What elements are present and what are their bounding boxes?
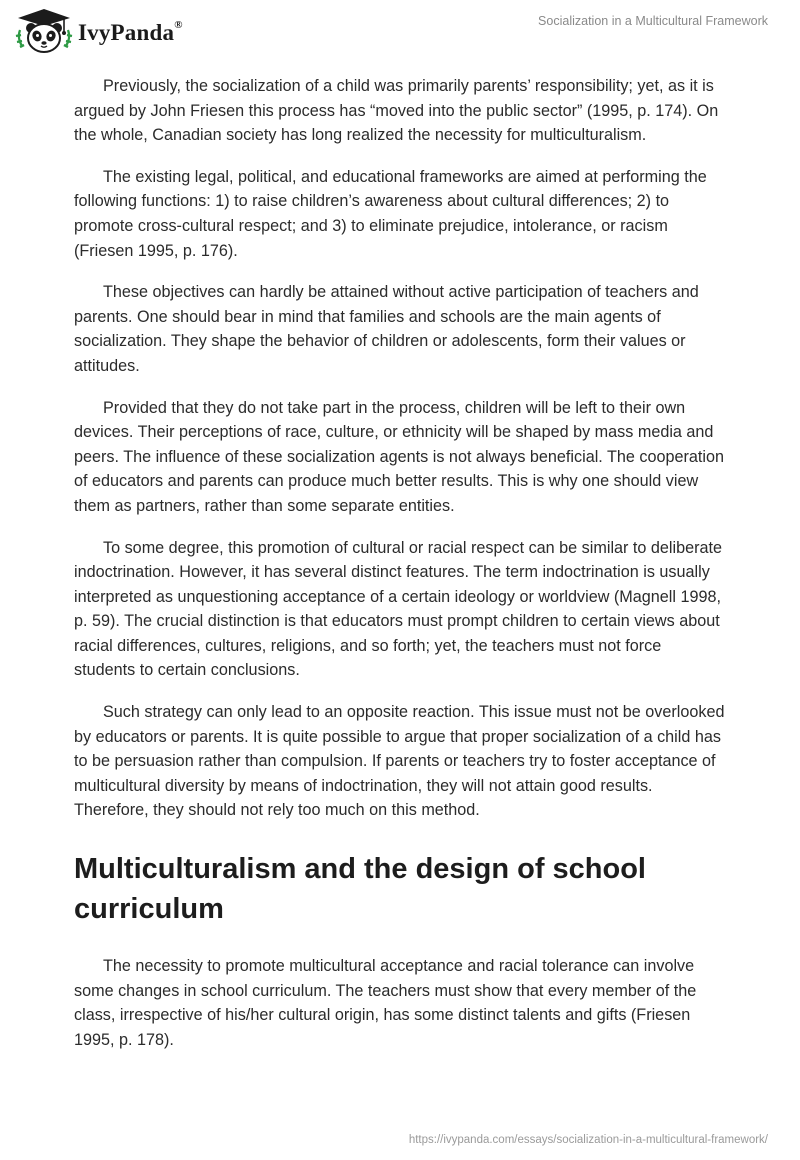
paragraph: The existing legal, political, and educational frameworks are aimed at performing the following functions: 1) to raise children’s awareness about cultural differences; 2) to promote cross-cultural respect; and 3) to eliminate prejudice, intolerance, or racism (Friesen 1995, p. 176). <box>74 167 707 260</box>
ivypanda-logo[interactable] <box>14 8 194 56</box>
source-url[interactable]: https://ivypanda.com/essays/socialization-in-a-multicultural-framework/ <box>408 1134 768 1146</box>
paragraph: To some degree, this promotion of cultural or racial respect can be similar to deliberate indoctrination. However, it has several distinct features. The term indoctrination is usually interpreted as unquestioning acceptance of a certain ideology or worldview (Magnell 1998, p. 59). The crucial distinction is that educators must prompt children to certain views about racial differences, cultures, religions, and so forth; yet, the teachers must not force students to certain conclusions. <box>74 538 723 680</box>
paragraph: Such strategy can only lead to an opposite reaction. This issue must not be overlooked by educators or parents. It is quite possible to argue that proper socialization of a child has to be persuasion rather than compulsion. If parents or teachers try to foster acceptance of multicultural diversity by means of indoctrination, they will not attain good results. Therefore, they should not rely too much on this method. <box>74 703 725 820</box>
brand-name <box>78 20 183 46</box>
essay-content <box>74 74 726 1069</box>
paragraph: Provided that they do not take part in the process, children will be left to their own devices. Their perceptions of race, culture, or ethnicity will be shaped by mass media and peers. The influence of these socialization agents is not always beneficial. The cooperation of educators and parents can produce much better results. This is why one should view them as partners, rather than some separate entities. <box>74 398 724 515</box>
paragraph: Previously, the socialization of a child was primarily parents’ responsibility; yet, as it is argued by John Friesen this process has “moved into the public sector” (1995, p. 174). On the whole, Canadian society has long realized the necessity for multiculturalism. <box>74 77 719 145</box>
document-title: Socialization in a Multicultural Framework <box>538 14 768 28</box>
paragraph: The necessity to promote multicultural acceptance and racial tolerance can involve some changes in school curriculum. The teachers must show that every member of the class, irrespective of his/her cultural origin, has some distinct talents and gifts (Friesen 1995, p. 178). <box>74 957 697 1049</box>
brand-name-text: IvyPanda <box>78 20 175 45</box>
registered-mark: ® <box>174 19 183 32</box>
section-heading: Multiculturalism and the design of school curriculum <box>74 853 646 926</box>
page-header <box>0 0 800 70</box>
panda-graduation-cap-icon <box>14 8 78 56</box>
paragraph: These objectives can hardly be attained without active participation of teachers and parents. One should bear in mind that families and schools are the main agents of socialization. They shape the behavior of children or adolescents, form their values or attitudes. <box>74 283 699 375</box>
